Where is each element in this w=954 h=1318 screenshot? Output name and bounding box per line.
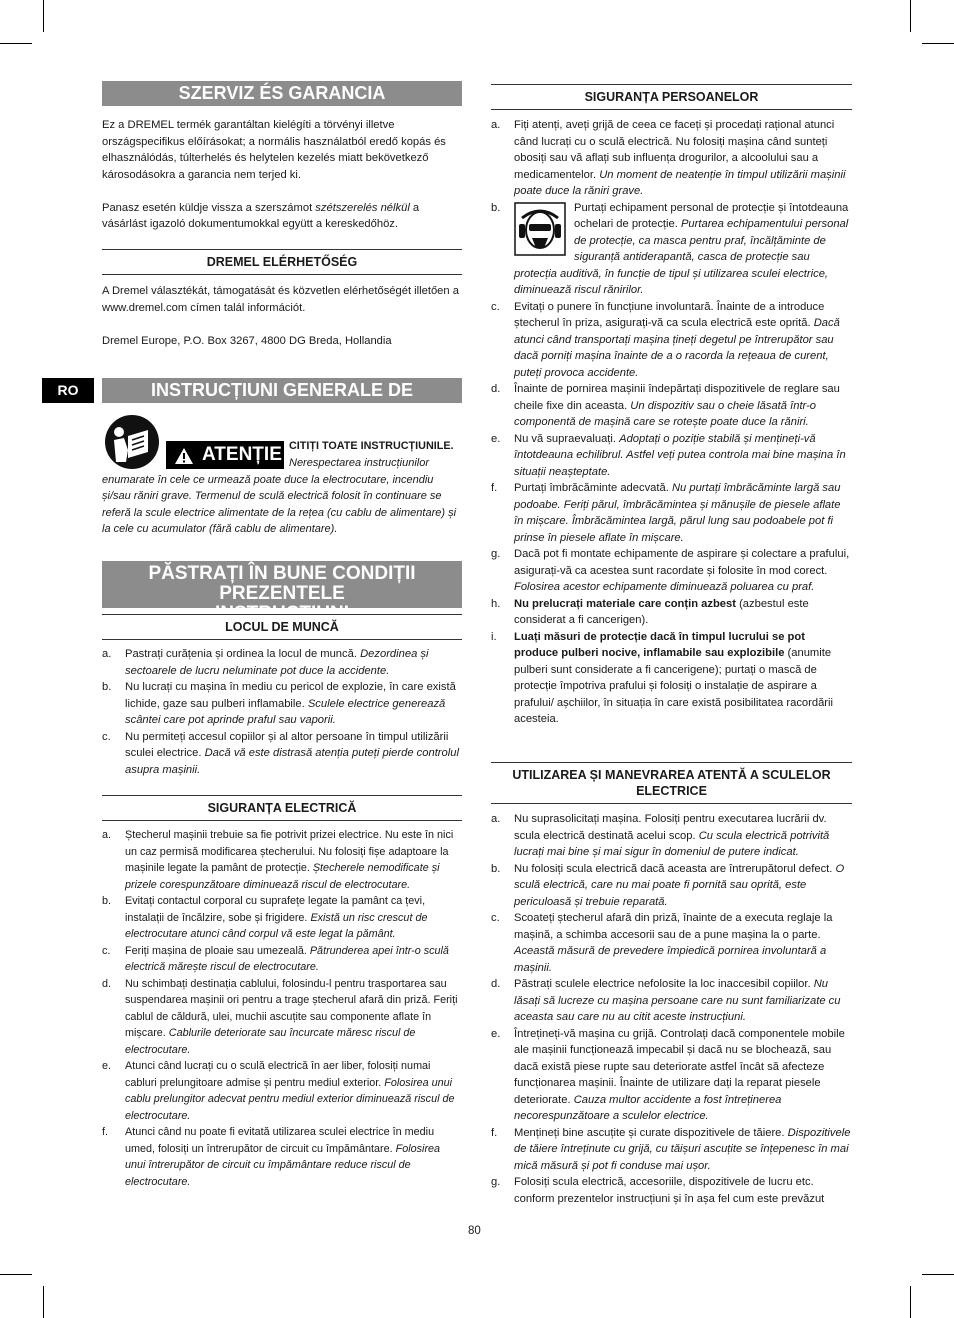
list-letter: d. xyxy=(491,383,501,395)
list-text: Purtați echipament personal de protecție și întotdeauna ochelari de protecție. xyxy=(574,201,849,230)
list-item xyxy=(491,200,852,299)
persoane-heading: SIGURANȚA PERSOANELOR xyxy=(491,84,852,110)
list-italic: Dispozitivele de tăiere întreținute cu grijă, cu tăișuri ascuțite se înțepenesc în mai mică măsură și pot fi conduse mai ușor. xyxy=(514,1126,851,1172)
warning-label: ATENȚIE xyxy=(166,441,284,469)
list-text: Pastrați curățenia și ordinea la locul de muncă. xyxy=(125,648,361,660)
list-text: Feriți mașina de ploaie sau umezeală. xyxy=(125,944,310,957)
list-italic: Sculele electrice generează scântei care pot aprinde praful sau vaporii. xyxy=(125,697,446,726)
list-italic: Purtarea echipamentului personal de protecție, ca masca pentru praf, încălțăminte de siguranță antiderapantă, casca de protecție sau protecția auditivă, în funcție de tipul și utilizarea sculei electrice, diminuează riscul rănirilor. xyxy=(514,218,849,296)
list-text: Păstrați sculele electrice nefolosite la loc inaccesibil copiilor. xyxy=(514,978,814,990)
list-letter: e. xyxy=(491,432,501,445)
list-text: Nu lucrați cu mașina în mediu cu pericol de explozie, în care există lichide, gaze sau pulberi inflamabile. xyxy=(125,681,456,710)
list-letter: f. xyxy=(491,482,498,494)
list-text: Nu suprasolicitați mașina. Folosiți pentru executarea lucrării dv. scula electrică destinată acelui scop. xyxy=(514,813,827,842)
list-letter: a. xyxy=(102,829,112,841)
list-text: Purtați îmbrăcăminte adecvată. xyxy=(514,482,672,494)
list-italic: Un moment de neatenție în timpul utilizării mașinii poate duce la răniri grave. xyxy=(514,168,846,197)
list-letter: c. xyxy=(491,300,500,313)
warning-italic: Nerespectarea instrucțiunilor enumarate în cele ce urmează poate duce la electrocutare, incendiu și/sau răniri grave. Termenul de sculă electrică folosit în continuare se referă la scule electrice alimentate de la rețea (cu cablu de alimentare) și la cele cu acumulator (fără cablu de alimentare). xyxy=(102,457,457,535)
list-item xyxy=(491,1174,852,1207)
list-italic: Un dispozitiv sau o cheie lăsată într-o componentă de mașină care se rotește poate duce la răniri. xyxy=(514,399,817,428)
list-item xyxy=(491,381,852,431)
crop-mark xyxy=(910,1286,911,1318)
page-number: 80 xyxy=(468,1225,481,1237)
list-text: Evitați o punere în funcțiune involuntară. Înainte de a introduce ștecherul în priza, asigurați-vă ca scula electrică este oprită. xyxy=(514,300,825,329)
list-item xyxy=(102,943,462,976)
list-letter: i. xyxy=(491,630,497,643)
list-letter: f. xyxy=(491,1126,498,1139)
list-item xyxy=(491,1026,852,1125)
paragraph: A Dremel választékát, támogatását és közvetlen elérhetőségét illetően a www.dremel.com címen talál információt. xyxy=(102,285,459,314)
list-item xyxy=(102,1058,462,1124)
list-item xyxy=(491,546,852,596)
list-letter: g. xyxy=(491,1176,501,1188)
utilizarea-heading: UTILIZAREA ȘI MANEVRAREA ATENTĂ A SCULELOR ELECTRICE xyxy=(491,762,852,804)
list-item xyxy=(491,1125,852,1175)
list-italic: Cablurile deteriorate sau încurcate măresc riscul de electrocutare. xyxy=(125,1027,416,1056)
szerviz-text xyxy=(102,117,460,233)
locul-list xyxy=(102,646,462,778)
list-item xyxy=(102,646,462,679)
locul-heading: LOCUL DE MUNCĂ xyxy=(102,614,462,640)
list-italic: Dacă vă este distrasă atenția puteți pierde controlul asupra mașinii. xyxy=(125,747,459,776)
list-italic: Dezordinea și sectoarele de lucru neluminate pot duce la accidente. xyxy=(125,648,429,677)
list-letter: a. xyxy=(491,813,501,825)
list-text: Fiți atenți, aveți grijă de ceea ce faceți și procedați rațional atunci când lucrați cu o sculă electrică. Nu folosiți mașina când sunteți obosiți sau vă aflați sub influența drogurilor, a alcoolului sau a medicamentelor. xyxy=(514,119,835,181)
szerviz-heading: SZERVIZ ÉS GARANCIA xyxy=(102,81,462,106)
list-letter: c. xyxy=(102,730,111,743)
list-italic: Folosirea unui cablu prelungitor adecvat pentru mediul exterior diminuează riscul de electrocutare. xyxy=(125,1076,455,1122)
warning-bold: CITIȚI TOATE INSTRUCȚIUNILE. xyxy=(289,440,454,452)
list-item xyxy=(102,1124,462,1190)
list-item xyxy=(491,861,852,911)
elerhetoseg-heading: DREMEL ELÉRHETŐSÉG xyxy=(102,249,462,275)
list-text: Nu folosiți scula electrică dacă aceasta are întrerupătorul defect. xyxy=(514,862,836,875)
list-item xyxy=(491,811,852,861)
list-italic: Ștecherele nemodificate și prizele corespunzătoare diminuează riscul de electrocutare. xyxy=(125,862,440,891)
list-letter: f. xyxy=(102,1126,108,1138)
crop-mark xyxy=(910,0,911,32)
list-italic: Folosirea acestor echipamente diminuează poluarea cu praf. xyxy=(514,581,815,593)
list-italic: Pătrunderea apei într-o sculă electrică mărește riscul de electrocutare. xyxy=(125,944,449,973)
list-text: Folosiți scula electrică, accesoriile, dispozitivele de lucru etc. conform prezentelor instrucțiuni și în așa fel cum este prevăzut xyxy=(514,1176,825,1205)
list-letter: d. xyxy=(102,977,112,990)
list-text: Atunci când nu poate fi evitată utilizarea sculei electrice în mediu umed, folosiți un întrerupător de circuit cu împământare. xyxy=(125,1126,435,1155)
crop-mark xyxy=(922,1274,954,1275)
paragraph: Ez a DREMEL termék garantáltan kielégíti a törvényi illetve országspecifikus előírásokat; a normális használatból eredő kopás és elhasználódás, túlterhelés és helytelen kezelés miatt bekövetkező károsodásokra a garancia nem terjed ki. xyxy=(102,119,446,181)
crop-mark xyxy=(43,1286,44,1318)
list-item xyxy=(491,910,852,976)
list-item xyxy=(102,827,462,893)
crop-mark xyxy=(922,43,954,44)
list-italic: Dacă atunci când transportați mașina țineți degetul pe întrerupător sau dacă porniți mașina înainte de a o racorda la rețeaua de curent, puteți provoca accidente. xyxy=(514,317,840,379)
list-letter: c. xyxy=(491,912,500,924)
list-text: Atunci când lucrați cu o sculă electrică în aer liber, folosiți numai cabluri prelungitoare admise și pentru mediul exterior. xyxy=(125,1060,431,1089)
persoane-list xyxy=(491,117,852,728)
list-text: Dacă pot fi montate echipamente de aspirare și colectare a prafului, asigurați-vă ca acestea sunt racordate și folosite în mod corect. xyxy=(514,548,850,577)
list-text: Nu vă supraevaluați. xyxy=(514,432,620,445)
pastrati-heading: PĂSTRAȚI ÎN BUNE CONDIȚII PREZENTELE INSTRUCȚIUNI xyxy=(102,561,462,608)
list-bold: Luați măsuri de protecție dacă în timpul lucrului se pot produce pulberi nocive, inflamabile sau explozibile xyxy=(514,630,805,659)
list-italic: Nu lăsați să lucreze cu mașina persoane care nu sunt familiarizate cu aceasta sau care nu au citit aceste instrucțiuni. xyxy=(514,978,841,1023)
list-text: Înainte de pornirea mașinii îndepărtați dispozitivele de reglare sau cheile fixe din aceasta. xyxy=(514,383,840,412)
list-text: (anumite pulberi sunt considerate a fi cancerigene); purtați o mască de protecție împotriva prafului și folosiți o instalație de aspirare a prafului/ așchiilor, în situația în care există posibilitatea racordării acesteia. xyxy=(514,647,834,725)
paragraph: Dremel Europe, P.O. Box 3267, 4800 DG Breda, Hollandia xyxy=(102,334,392,347)
list-letter: a. xyxy=(102,648,112,660)
list-item xyxy=(102,976,462,1059)
electrica-list xyxy=(102,827,462,1190)
list-item xyxy=(491,629,852,728)
list-item xyxy=(491,976,852,1026)
list-item xyxy=(491,299,852,382)
list-letter: b. xyxy=(491,201,501,214)
list-italic: Cu scula electrică potrivită lucrați mai bine și mai sigur în domeniul de putere indicat. xyxy=(514,829,830,858)
list-letter: h. xyxy=(491,597,501,610)
list-text: (azbestul este considerat a fi cancerigen). xyxy=(514,597,809,626)
list-item xyxy=(102,729,462,779)
instructiuni-heading: INSTRUCȚIUNI GENERALE DE SIGURANȚĂ xyxy=(102,378,462,403)
list-text: Ștecherul mașinii trebuie sa fie potrivit prizei electrice. Nu este în nici un caz permisă modificarea ștecherului. Nu folosiți fișe adaptoare la mașinile legate la pamânt de protecție. xyxy=(125,829,454,874)
list-italic: Adoptați o poziție stabilă și mențineți-vă întotdeauna echilibrul. Astfel veți putea controla mai bine mașina în situații neașteptate. xyxy=(514,432,846,478)
list-italic: Cauza multor accidente a fost întreținerea necorespunzătoare a sculelor electrice. xyxy=(514,1093,782,1122)
list-letter: a. xyxy=(491,119,501,131)
list-item xyxy=(491,431,852,481)
list-item xyxy=(102,893,462,943)
list-italic: O sculă electrică, care nu mai poate fi pornită sau oprită, este periculoasă și trebuie reparată. xyxy=(514,862,845,908)
list-italic: Folosirea unui întrerupător de circuit cu împământare reduce riscul de electrocutare. xyxy=(125,1142,441,1188)
list-item xyxy=(491,117,852,200)
crop-mark xyxy=(43,0,44,32)
list-letter: e. xyxy=(102,1060,112,1072)
list-text: Nu schimbați destinația cablului, folosindu-l pentru trasportarea sau suspendarea mașinii ori pentru a trage ștecherul afară din priză. Feriți cablul de căldură, ulei, muchii ascuțite sau componente aflate în mișcare. xyxy=(125,977,458,1039)
list-text: Mențineți bine ascuțite și curate dispozitivele de tăiere. xyxy=(514,1126,788,1139)
list-letter: d. xyxy=(491,978,501,990)
elerhetoseg-text xyxy=(102,283,460,349)
language-tag: RO xyxy=(42,378,94,403)
list-italic: Nu purtați îmbrăcăminte largă sau podoabe. Feriți părul, îmbrăcămintea și mănușile de piesele aflate în mișcare. Îmbrăcămintea largă, părul lung sau podoabele pot fi prinse în piesele aflate în mișcare. xyxy=(514,482,841,544)
crop-mark xyxy=(0,43,32,44)
list-letter: e. xyxy=(491,1027,501,1040)
paragraph: Panasz esetén küldje vissza a szerszámot szétszerelés nélkül a vásárlást igazoló dokumentumokkal együtt a kereskedőhöz. xyxy=(102,201,420,230)
electrica-heading: SIGURANȚA ELECTRICĂ xyxy=(102,795,462,821)
list-item xyxy=(102,679,462,729)
list-letter: b. xyxy=(491,862,501,875)
list-text: Scoateți ștecherul afară din priză, înainte de a executa reglaje la mașină, a schimba accesorii sau de a pune mașina la o parte. xyxy=(514,912,833,941)
list-letter: c. xyxy=(102,944,111,957)
ppe-mask-icon xyxy=(514,202,566,256)
list-letter: g. xyxy=(491,548,501,560)
list-text: Evitați contactul corporal cu suprafețe legate la pamânt ca țevi, instalații de încălzire, sobe și frigidere. xyxy=(125,895,426,924)
list-italic: Această măsură de prevedere împiedică pornirea involuntară a mașinii. xyxy=(514,945,827,974)
list-bold: Nu prelucrați materiale care conțin azbest xyxy=(514,597,736,610)
list-italic: Există un risc crescut de electrocutare atunci când corpul vă este legat la pământ. xyxy=(125,911,428,940)
utilizarea-list xyxy=(491,811,852,1207)
list-item xyxy=(491,596,852,629)
crop-mark xyxy=(0,1274,32,1275)
list-text: Întrețineți-vă mașina cu grijă. Controlați dacă componentele mobile ale mașinii funcționează impecabil și dacă nu se blochează, sau dacă există piese rupte sau deteriorate astfel încât să afecteze funcționarea mașinii. Înainte de utilizare dați la reparat piesele deteriorate. xyxy=(514,1027,845,1106)
list-letter: b. xyxy=(102,681,112,693)
list-letter: b. xyxy=(102,895,112,907)
list-text: Nu permiteți accesul copiilor și al altor persoane în timpul utilizării sculei electrice. xyxy=(125,730,449,759)
list-item xyxy=(491,480,852,546)
